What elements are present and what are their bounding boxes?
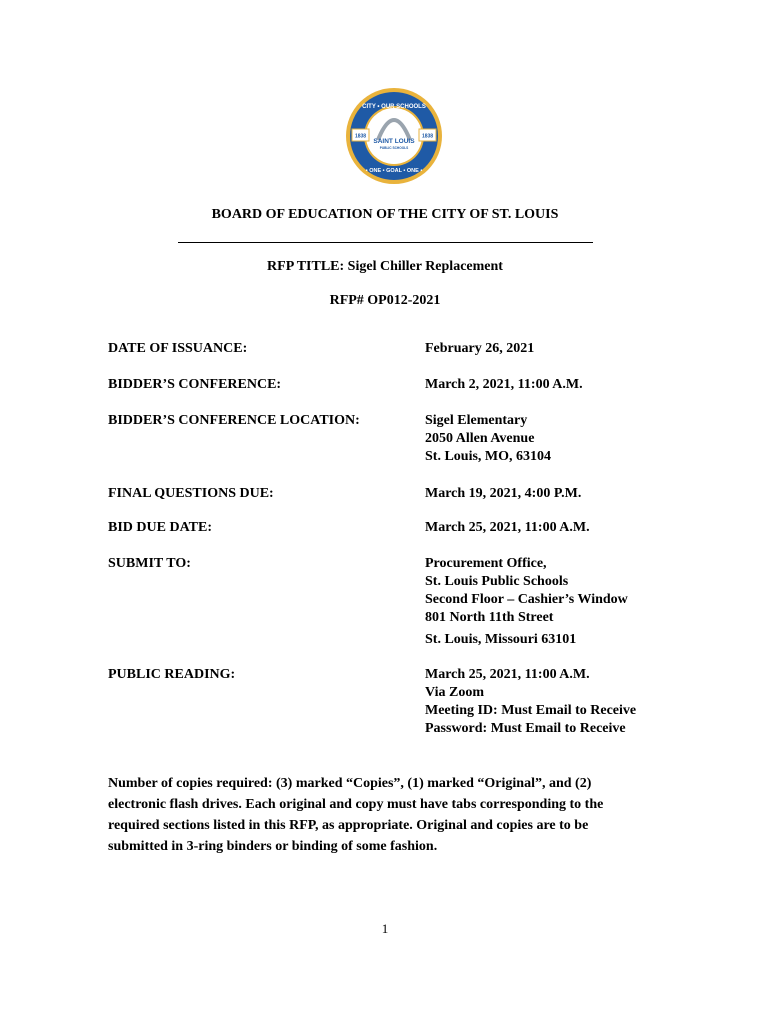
detail-label: BID DUE DATE: bbox=[108, 520, 212, 535]
detail-value-line: Meeting ID: Must Email to Receive bbox=[425, 703, 637, 718]
detail-value bbox=[425, 412, 551, 466]
detail-value-line: March 25, 2021, 11:00 A.M. bbox=[425, 520, 590, 535]
seal-right-year: 1838 bbox=[421, 133, 434, 140]
detail-value bbox=[425, 519, 590, 537]
detail-value bbox=[425, 340, 534, 358]
page-number: 1 bbox=[381, 921, 389, 936]
detail-value bbox=[425, 666, 636, 738]
detail-value-line: St. Louis, Missouri 63101 bbox=[425, 632, 577, 647]
detail-label: BIDDER’S CONFERENCE: bbox=[108, 377, 282, 392]
detail-value-line: Password: Must Email to Receive bbox=[425, 721, 626, 736]
detail-value-line: March 25, 2021, 11:00 A.M. bbox=[425, 667, 590, 682]
paragraph-line: Number of copies required: (3) marked “Copies”, (1) marked “Original”, and (2) bbox=[108, 776, 592, 791]
paragraph-line: electronic flash drives. Each original and copy must have tabs corresponding to the bbox=[108, 797, 604, 812]
school-seal-logo bbox=[338, 86, 450, 186]
seal-top-text: CITY • OUR SCHOOLS bbox=[362, 104, 426, 110]
seal-left-year: 1838 bbox=[354, 133, 367, 140]
paragraph-line: required sections listed in this RFP, as appropriate. Original and copies are to be bbox=[108, 818, 589, 833]
detail-value-line: February 26, 2021 bbox=[425, 341, 535, 356]
detail-label: DATE OF ISSUANCE: bbox=[108, 341, 248, 356]
detail-value-line: Sigel Elementary bbox=[425, 413, 528, 428]
detail-value-line: Procurement Office, bbox=[425, 556, 547, 571]
detail-value-line: 801 North 11th Street bbox=[425, 610, 554, 625]
paragraph-line: submitted in 3-ring binders or binding of some fashion. bbox=[108, 839, 438, 854]
rfp-title: RFP TITLE: Sigel Chiller Replacement bbox=[267, 259, 503, 274]
detail-label: PUBLIC READING: bbox=[108, 667, 236, 682]
detail-value-line: 2050 Allen Avenue bbox=[425, 431, 535, 446]
detail-value bbox=[425, 485, 581, 503]
detail-label: BIDDER’S CONFERENCE LOCATION: bbox=[108, 413, 360, 428]
rfp-number: RFP# OP012-2021 bbox=[329, 293, 441, 308]
detail-value bbox=[425, 555, 628, 649]
heading-divider bbox=[178, 242, 593, 243]
detail-value-line: March 19, 2021, 4:00 P.M. bbox=[425, 486, 582, 501]
seal-bottom-text: • ONE • GOAL • ONE • bbox=[365, 168, 423, 174]
seal-center-subtext: PUBLIC SCHOOLS bbox=[379, 146, 409, 150]
detail-label: FINAL QUESTIONS DUE: bbox=[108, 486, 274, 501]
copies-instructions-paragraph bbox=[108, 773, 668, 857]
detail-value-line: St. Louis, MO, 63104 bbox=[425, 449, 552, 464]
detail-label: SUBMIT TO: bbox=[108, 556, 191, 571]
board-heading: BOARD OF EDUCATION OF THE CITY OF ST. LOUIS bbox=[211, 207, 559, 222]
seal-center-text: SAINT LOUIS bbox=[373, 138, 415, 145]
detail-value-line: Second Floor – Cashier’s Window bbox=[425, 592, 628, 607]
detail-value-line: St. Louis Public Schools bbox=[425, 574, 569, 589]
detail-value-line: March 2, 2021, 11:00 A.M. bbox=[425, 377, 583, 392]
detail-value bbox=[425, 376, 583, 394]
detail-value-line: Via Zoom bbox=[425, 685, 484, 700]
